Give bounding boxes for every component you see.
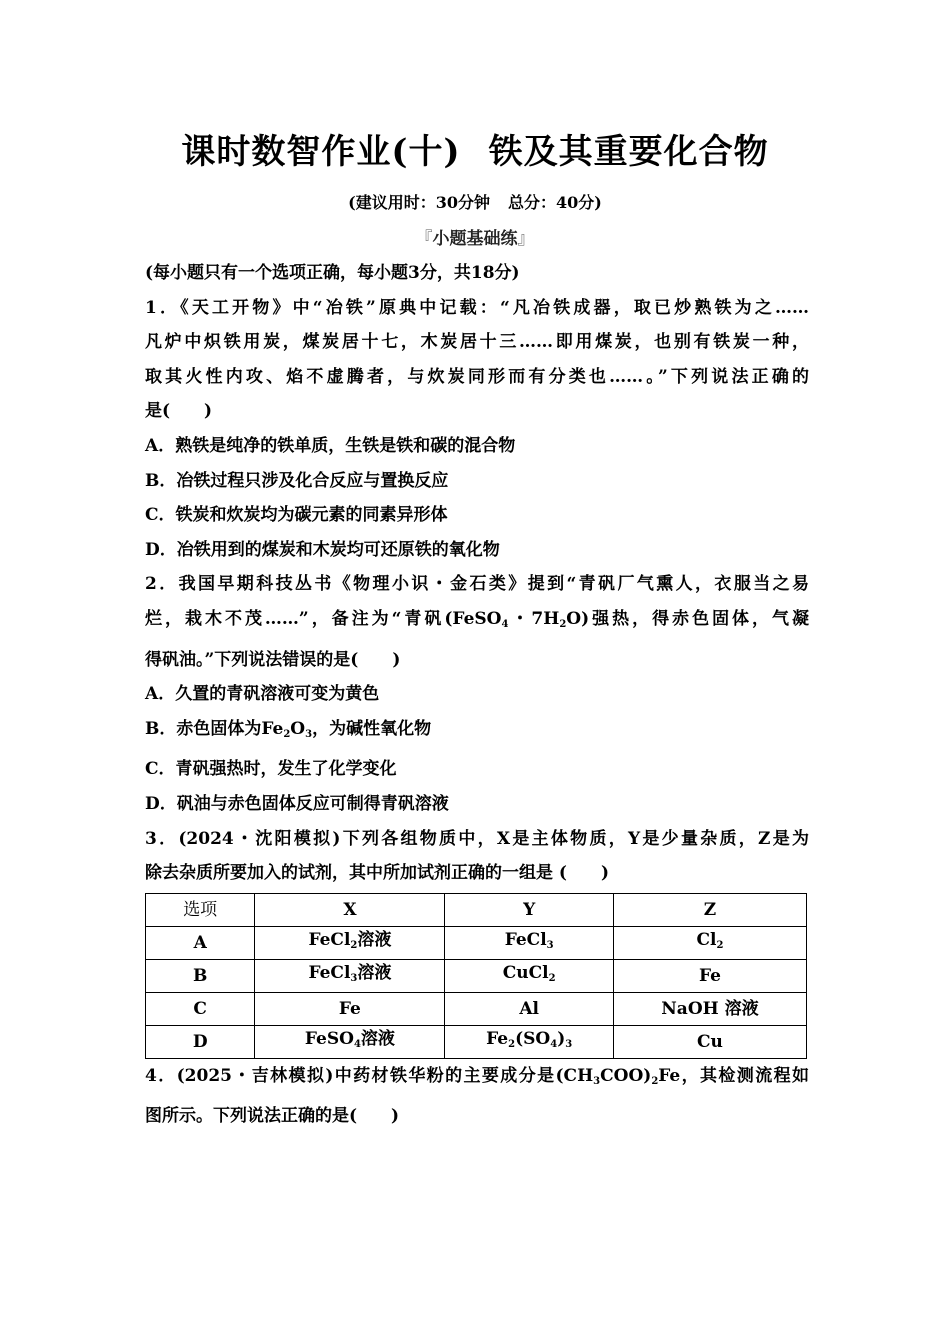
q2-option-b: B．赤色固体为$Fe_2O_3$，为碱性氧化物	[145, 718, 432, 740]
question-1	[145, 291, 809, 568]
q4-line: 4．(2025・吉林模拟)中药材铁华粉的主要成分是$(CH_3COO)_2Fe$，其检测流程如	[145, 1065, 809, 1087]
table-row	[146, 926, 807, 959]
q1-line: 1．《天工开物》中“冶铁”原典中记载：“凡冶铁成器，取已炒熟铁为之……	[145, 297, 809, 318]
table-cell: Fe	[613, 959, 806, 992]
table-cell: $Fe_2(SO_4)_3$	[445, 1025, 613, 1058]
time-and-score	[0, 190, 950, 213]
section-heading: 『小题基础练』	[415, 229, 535, 249]
table-cell: FeCl$_2$溶液	[255, 926, 445, 959]
table-row	[146, 959, 807, 992]
q1-line: 是( )	[145, 401, 213, 422]
questions	[145, 256, 809, 1134]
table-header-row	[146, 893, 807, 926]
q1-line: 取其火性内攻、焰不虚腾者，与炊炭同形而有分类也……。”下列说法正确的	[145, 366, 809, 387]
q2-option-c: C．青矾强热时，发生了化学变化	[145, 759, 397, 780]
q4-line: 图所示。下列说法正确的是( )	[145, 1106, 400, 1127]
q2-line: 烂，栽木不茂……”，备注为“青矾(FeSO$_4$・$7H_2O$)强热，得赤色固体，气凝	[145, 608, 810, 630]
total-score: 总分：40分)	[508, 193, 602, 212]
instruction: (每小题只有一个选项正确，每小题3分，共18分)	[145, 263, 520, 283]
table-cell: Cu	[613, 1025, 806, 1058]
table-cell: Al	[445, 992, 613, 1025]
table-header: Z	[613, 893, 806, 926]
section-title: 小题基础练	[432, 229, 518, 249]
question-3	[145, 822, 809, 1059]
options-table	[145, 893, 807, 1059]
suggested-time: (建议用时：30分钟	[348, 193, 490, 212]
q2-option-d: D．矾油与赤色固体反应可制得青矾溶液	[145, 793, 449, 814]
table-cell: A	[146, 926, 255, 959]
q2-option-a: A．久置的青矾溶液可变为黄色	[145, 684, 380, 705]
title-left: 课时数智作业(十)	[181, 132, 461, 172]
table-header: Y	[445, 893, 613, 926]
table-cell: FeCl$_3$溶液	[255, 959, 445, 992]
table-cell: C	[146, 992, 255, 1025]
table-row	[146, 1025, 807, 1058]
table-cell: FeSO$_4$溶液	[255, 1025, 445, 1058]
table-cell: NaOH 溶液	[613, 992, 806, 1025]
q3-line: 除去杂质所要加入的试剂，其中所加试剂正确的一组是 ( )	[145, 863, 610, 884]
q1-option-a: A．熟铁是纯净的铁单质，生铁是铁和碳的混合物	[145, 435, 516, 456]
q2-line: 得矾油。”下列说法错误的是( )	[145, 649, 401, 670]
table-header: 选项	[146, 893, 255, 926]
q1-option-d: D．冶铁用到的煤炭和木炭均可还原铁的氧化物	[145, 539, 500, 560]
title-right: 铁及其重要化合物	[488, 132, 769, 172]
table-cell: CuCl$_2$	[445, 959, 613, 992]
page-title	[0, 124, 950, 173]
table-cell: FeCl$_3$	[445, 926, 613, 959]
table-row	[146, 992, 807, 1025]
q1-option-b: B．冶铁过程只涉及化合反应与置换反应	[145, 470, 449, 491]
table-cell: D	[146, 1025, 255, 1058]
q1-option-c: C．铁炭和炊炭均为碳元素的同素异形体	[145, 505, 448, 526]
table-cell: Fe	[255, 992, 445, 1025]
question-4	[145, 1059, 809, 1134]
q2-line: 2．我国早期科技丛书《物理小识・金石类》提到“青矾厂气熏人，衣服当之易	[145, 574, 809, 595]
table-cell: $Cl_2$	[613, 926, 806, 959]
question-2	[145, 567, 809, 821]
table-header: X	[255, 893, 445, 926]
q3-line: 3．(2024・沈阳模拟)下列各组物质中，X是主体物质，Y是少量杂质，Z是为	[145, 828, 809, 849]
q1-line: 凡炉中炽铁用炭，煤炭居十七，木炭居十三……即用煤炭，也别有铁炭一种，	[145, 332, 809, 353]
table-cell: B	[146, 959, 255, 992]
